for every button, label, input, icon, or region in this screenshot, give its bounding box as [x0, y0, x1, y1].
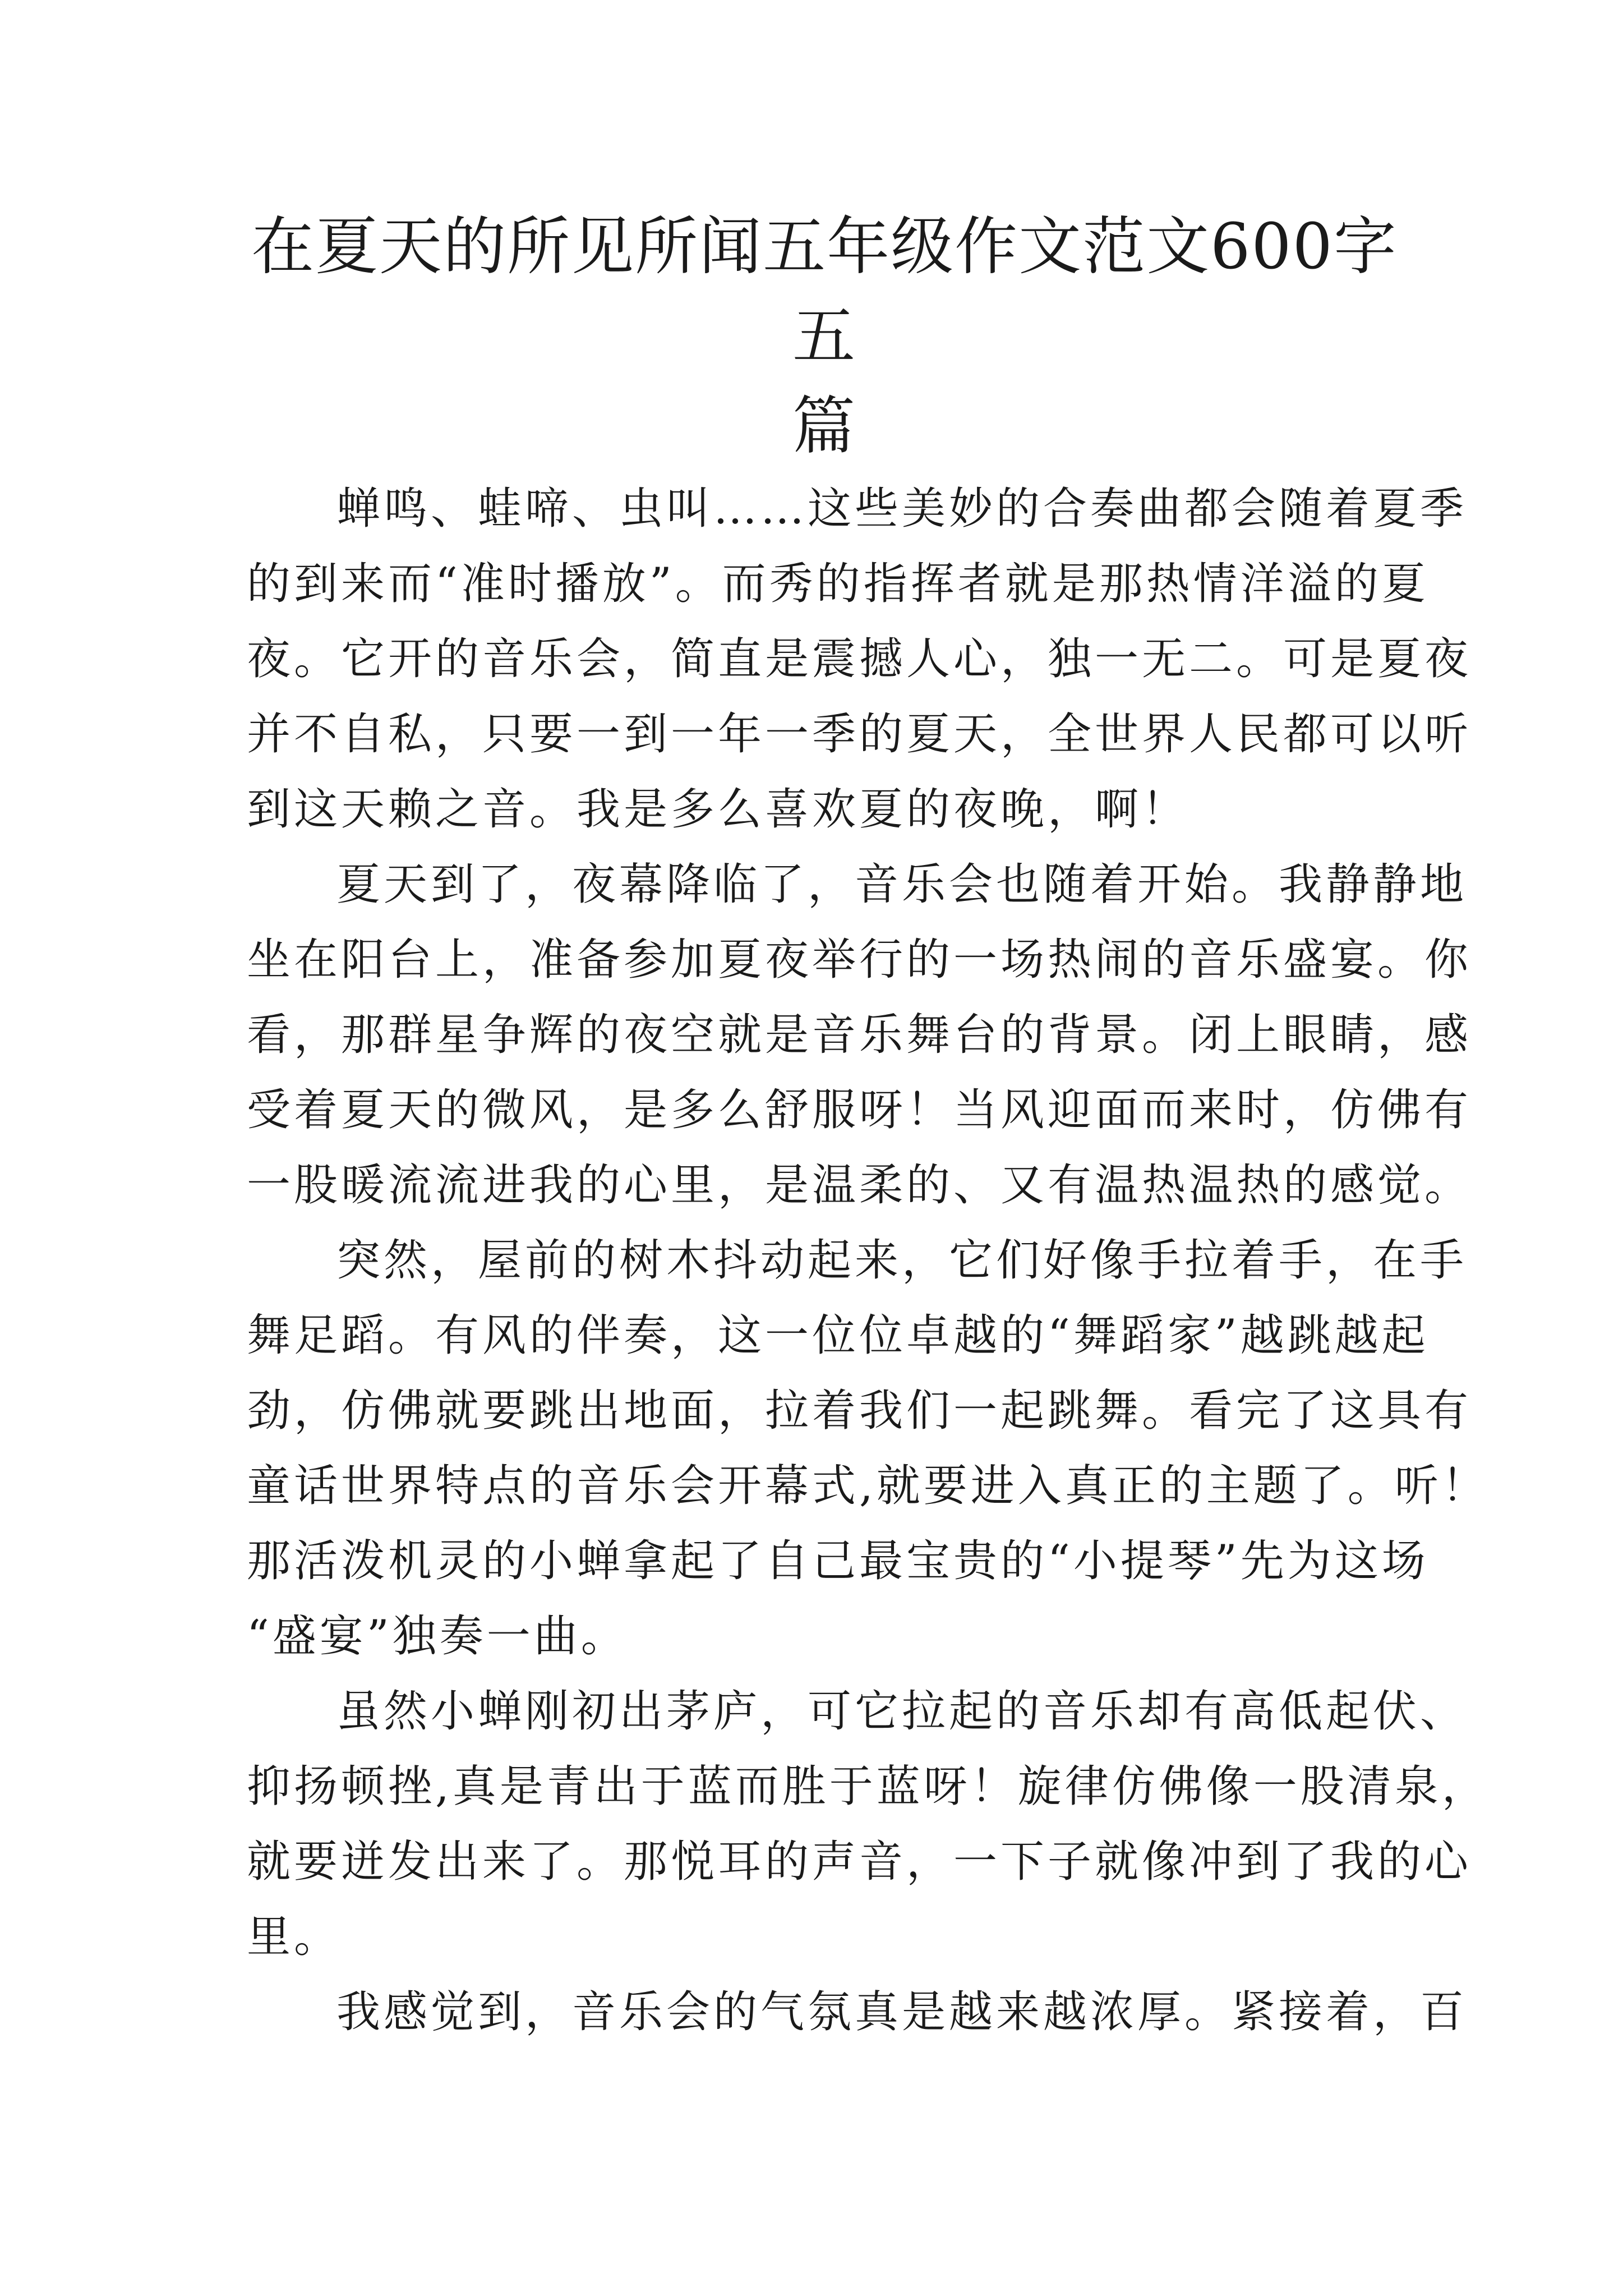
body-text-line: 舞足蹈。有风的伴奏，这一位位卓越的“舞蹈家”越跳越起: [247, 1310, 1429, 1361]
body-text-line: 就要迸发出来了。那悦耳的声音，一下子就像冲到了我的心: [247, 1837, 1472, 1887]
body-text-line: 看，那群星争辉的夜空就是音乐舞台的背景。闭上眼睛，感: [247, 1010, 1472, 1060]
body-text-line: 坐在阳台上，准备参加夏夜举行的一场热闹的音乐盛宴。你: [247, 935, 1472, 985]
body-text-line: 我感觉到，音乐会的气氛真是越来越浓厚。紧接着，百: [336, 1987, 1468, 2037]
body-text-line: 夏天到了，夜幕降临了，音乐会也随着开始。我静静地: [336, 859, 1468, 910]
body-text-line: 虽然小蝉刚初出茅庐，可它拉起的音乐却有高低起伏、: [336, 1686, 1468, 1737]
body-text-line: 那活泼机灵的小蝉拿起了自己最宝贵的“小提琴”先为这场: [247, 1536, 1429, 1586]
document-title: [236, 202, 1413, 471]
body-text-line: 一股暖流流进我的心里，是温柔的、又有温热温热的感觉。: [247, 1160, 1472, 1211]
title-line: 篇: [792, 390, 856, 463]
body-text-line: “盛宴”独奏一曲。: [247, 1611, 628, 1662]
body-text-line: 并不自私，只要一到一年一季的夏天，全世界人民都可以听: [247, 709, 1472, 760]
body-text-line: 里。: [247, 1912, 342, 1962]
body-text-line: 夜。它开的音乐会，简直是震撼人心，独一无二。可是夏夜: [247, 634, 1472, 684]
body-text-line: 到这天赖之音。我是多么喜欢夏的夜晚，啊！: [247, 784, 1189, 835]
body-text-line: 蝉鸣、蛙啼、虫叫……这些美妙的合奏曲都会随着夏季: [336, 484, 1468, 534]
title-line: 在夏天的所见所闻五年级作文范文600字五: [251, 210, 1398, 373]
body-text-line: 劲，仿佛就要跳出地面，拉着我们一起跳舞。看完了这具有: [247, 1386, 1472, 1436]
body-text-line: 受着夏天的微风，是多么舒服呀！当风迎面而来时，仿佛有: [247, 1085, 1472, 1135]
body-text-line: 的到来而“准时播放”。而秀的指挥者就是那热情洋溢的夏: [247, 559, 1429, 609]
body-text-line: 突然，屋前的树木抖动起来，它们好像手拉着手，在手: [336, 1235, 1468, 1286]
body-text-line: 抑扬顿挫,真是青出于蓝而胜于蓝呀！旋律仿佛像一股清泉，: [247, 1761, 1489, 1812]
document-body: [247, 471, 1489, 2050]
body-text-line: 童话世界特点的音乐会开幕式,就要进入真正的主题了。听！: [247, 1461, 1489, 1511]
